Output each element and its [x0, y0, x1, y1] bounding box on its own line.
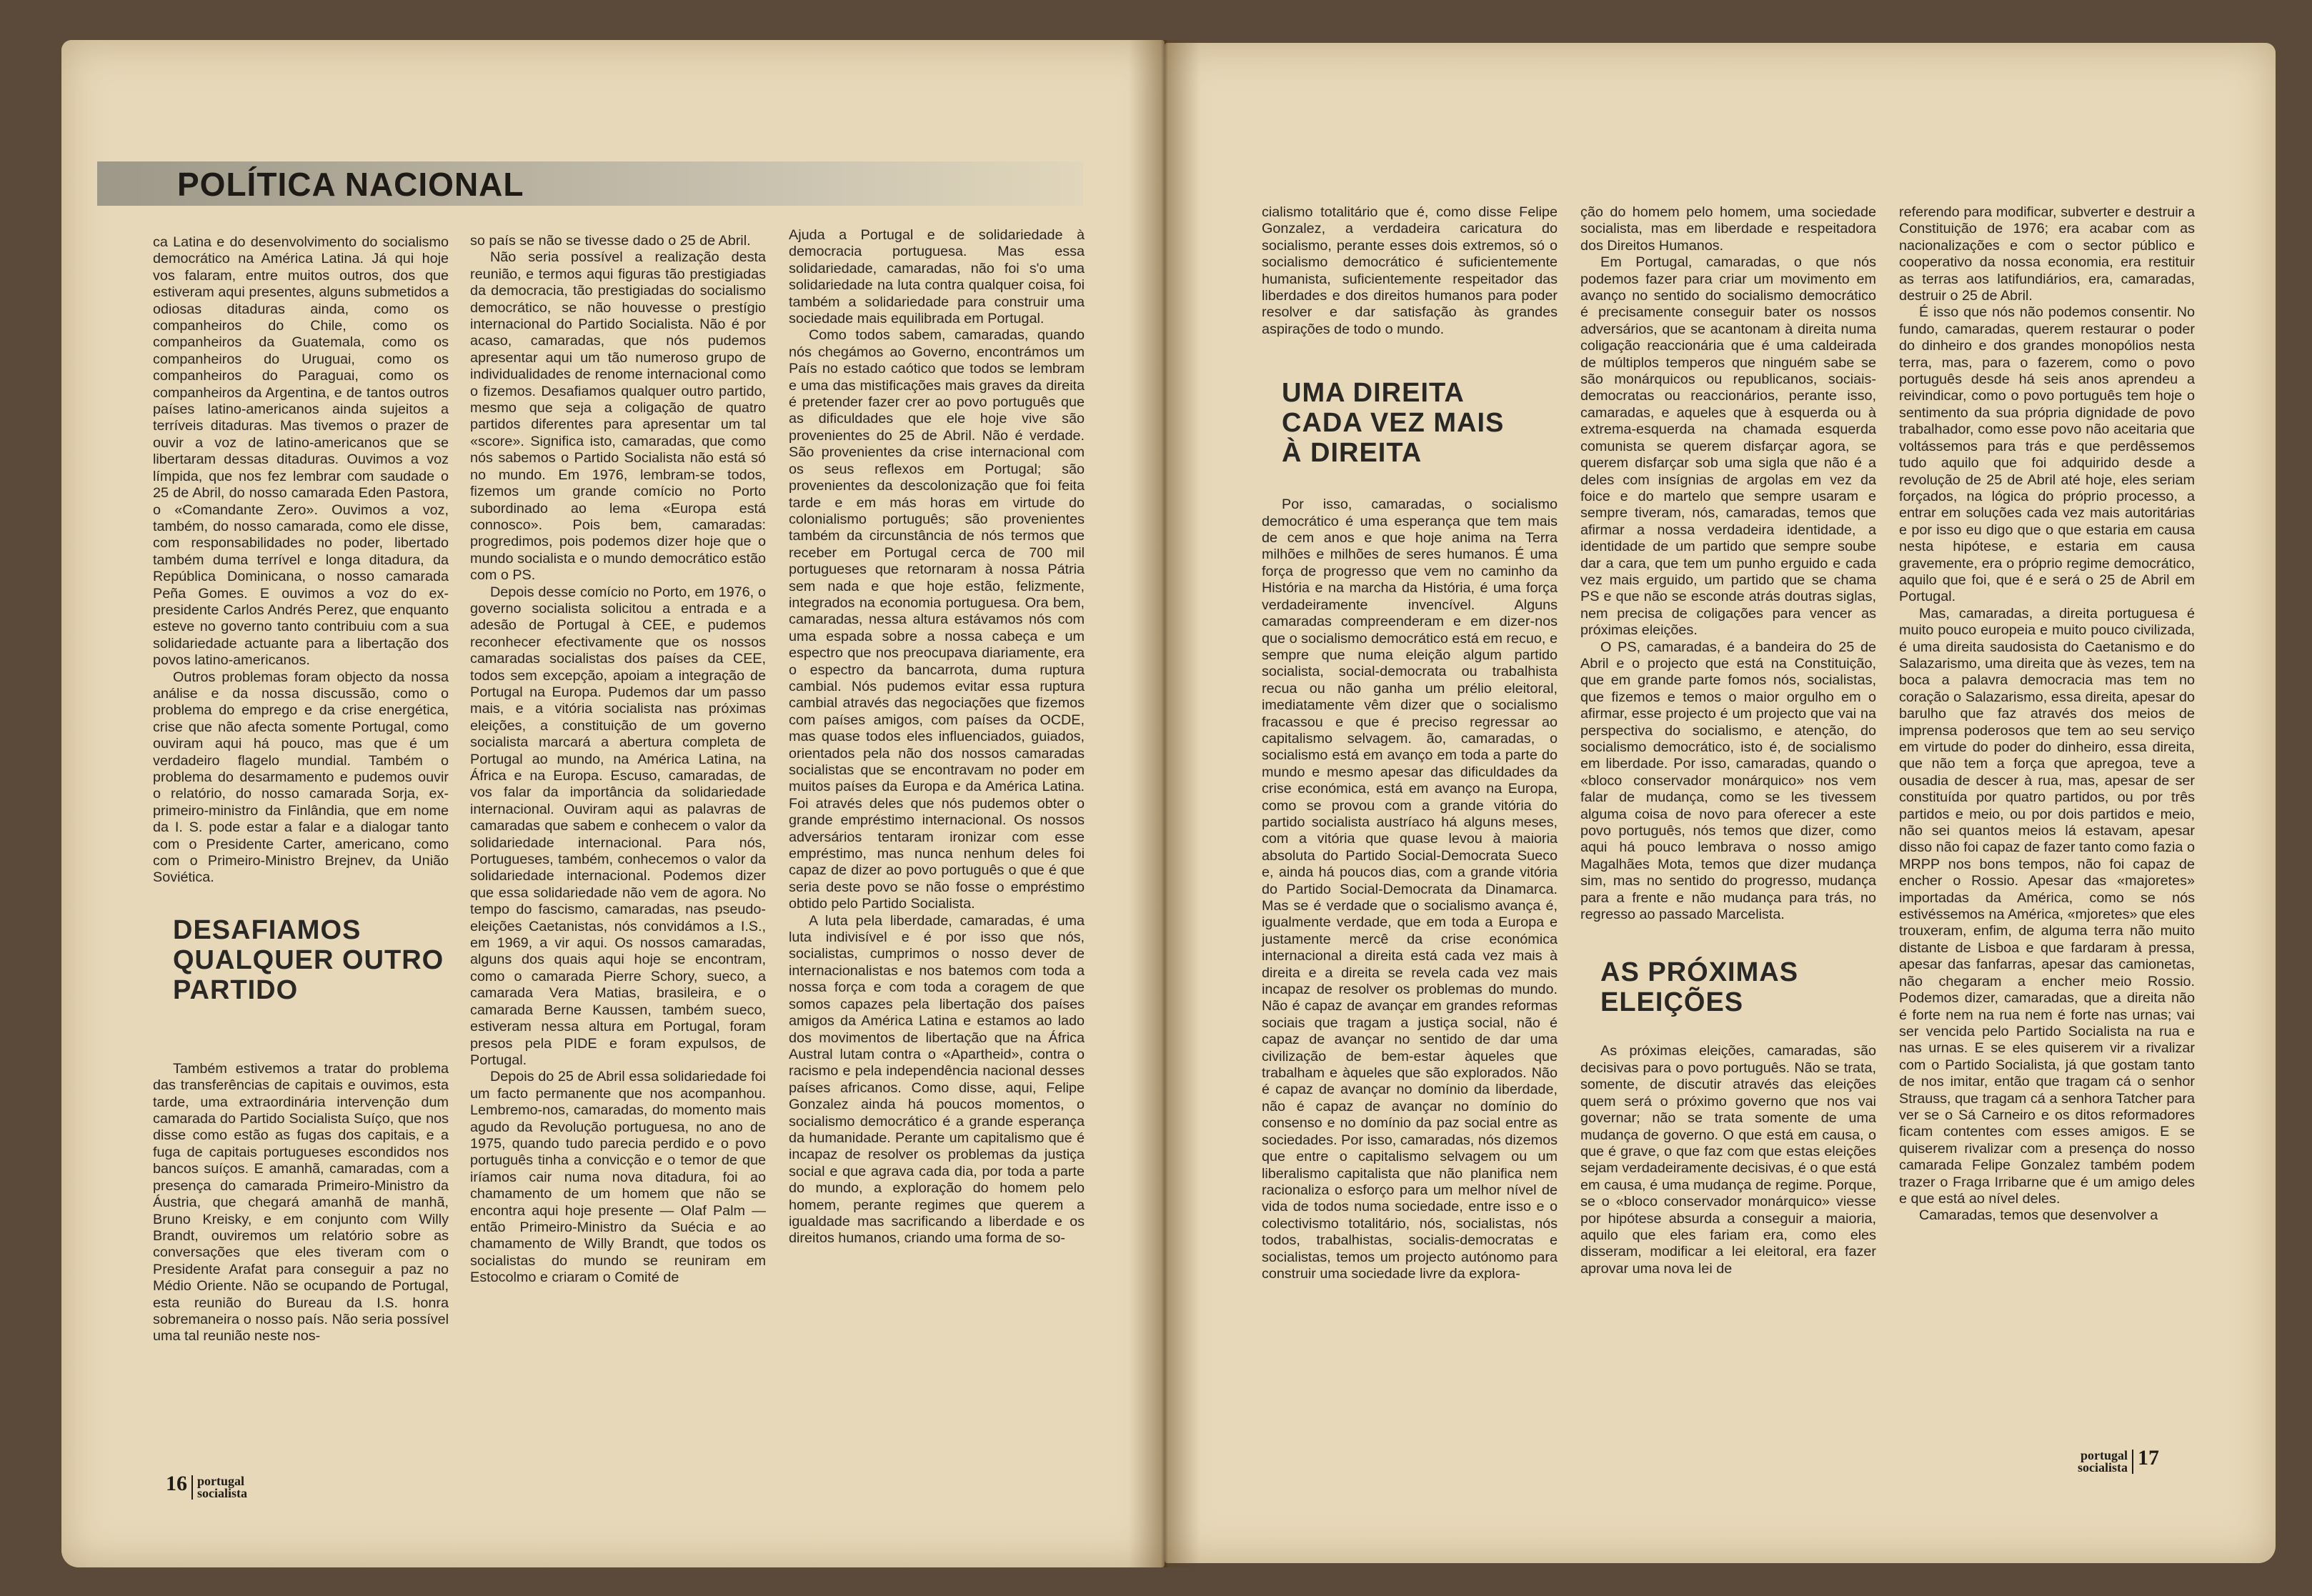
subheading-line: ELEIÇÕES — [1600, 987, 1744, 1018]
article-column-6 — [1899, 204, 2195, 1225]
page-number: 17 — [2138, 1446, 2159, 1470]
paragraph: Também estivemos a tratar do problema das transferências de capitais e ouvimos, esta tarde, uma extraordinária intervenção dum camarada do Partido Socialista Suíço, que nos disse como estão as fugas dos capitais, e a fuga de capitais portugueses escondidos nos bancos suíços. E amanhã, camaradas, com a presença do camarada Primeiro-Ministro da Áustria, que chegará amanhã de manhã, Bruno Kreisky, e em conjunto com Willy Brandt, ouviremos um relatório sobre as conversações que eles tiveram com o Presidente Arafat para conseguir a paz no Médio Oriente. Não se ocupando de Portugal, esta reunião do Bureau da I.S. honra sobremaneira o nosso país. Não seria possível uma tal reunião neste nos- — [153, 1060, 449, 1345]
subheading-line: À DIREITA — [1282, 438, 1422, 469]
folio-rule — [2132, 1450, 2133, 1474]
article-column-4 — [1262, 204, 1558, 1282]
subheading-line: CADA VEZ MAIS — [1282, 408, 1505, 439]
paragraph: Mas, camaradas, a direita portuguesa é muito pouco europeia e muito pouco civilizada, é uma direita saudosista do Caetanismo e do Salazarismo, uma direita que às vezes, tem na boca a palavra democracia mas tem no coração o Salazarismo, essa direita, apesar do barulho que faz através dos meios de imprensa poderosos que tem ao seu serviço em virtude do poder do dinheiro, essa direita, que não tem a força que apregoa, teve a ousadia de descer à rua, mas, apesar de ser constituída por quatro partidos, ou por três partidos e meio, ou por dois partidos e meio, não sei quantos meios lá estavam, apesar disso não foi capaz de fazer tanto como fazia o MRPP nos bons tempos, não foi capaz de encher o Rossio. Apesar das «majoretes» importadas da América, como se nós estivéssemos na América, «mjoretes» que eles trouxeram, enfim, de alguma terra não muito distante de Lisboa e que fardaram à pressa, apesar das fanfarras, apesar das camionetas, não chegaram a encher meio Rossio. Podemos dizer, camaradas, que a direita não é forte nem na rua nem é forte nas urnas; vai ser vencida pelo Partido Socialista na rua e nas urnas. E se eles quiserem vir a rivalizar com o Partido Socialista, já que gostam tanto de nos imitar, então que tragam cá o senhor Strauss, que tragam cá a senhora Tatcher para ver se o Sá Carneiro e os ditos reformadores ficam contentes com esses amigos. E se quiserem rivalizar com a presença do nosso camarada Felipe Gonzalez também podem trazer o Fraga Irribarne que é um amigo deles e que está ao nível deles. — [1899, 605, 2195, 1207]
subheading-line: UMA DIREITA — [1282, 378, 1465, 409]
paragraph: Por isso, camaradas, o socialismo democrático é uma esperança que tem mais de cem anos e que hoje anima na Terra milhões e milhões de seres humanos. É uma força de progresso que vem no caminho da História e na marcha da História, é uma força verdadeiramente invencível. Alguns camaradas compreenderam e em dizer-nos que o socialismo democrático está em recuo, e sempre que numa eleição algum partido socialista, social-democrata ou trabalhista recua ou não ganha um prélio eleitoral, imediatamente vêm dizer que o socialismo fracassou e que é preciso regressar ao capitalismo selvagem. ão, camaradas, o socialismo está em avanço em toda a parte do mundo e mesmo apesar das dificuldades da crise económica, está em avanço na Europa, como se provou com a grande vitória do partido socialista austríaco há alguns meses, com a vitória que quase levou à maioria absoluta do Partido Social-Democrata Sueco e, ainda há poucos dias, com a grande vitória do Partido Social-Democrata da Dinamarca. Mas se é verdade que o socialismo avança é, igualmente verdade, que em toda a Europa e justamente mercê da crise económica internacional a direita está cada vez mais à direita e a direita se revela cada vez mais incapaz de resolver os problemas do mundo. Não é capaz de avançar em grandes reformas sociais que tragam a justiça social, não é capaz de avançar no sentido de dar uma civilização de bem-estar àqueles que trabalham e àqueles que são explorados. Não é capaz de avançar no domínio da liberdade, não é capaz de avançar no domínio do consenso e no domínio da paz social entre as sociedades. Por isso, camaradas, nós dizemos que entre o capitalismo selvagem ou um liberalismo capitalista que não planifica nem racionaliza o esforço para um melhor nível de vida de todos numa sociedade, entre isso e o colectivismo totalitário, nós, socialistas, nós todos, trabalhistas, socialis-democratas e socialistas, temos um projecto autónomo para construir uma sociedade livre da explora- — [1262, 497, 1558, 1282]
paragraph: cialismo totalitário que é, como disse Felipe Gonzalez, a verdadeira caricatura do socialismo, perante esses dois extremos, só o socialismo democrático é suficientemente humanista, suficientemente respeitador das liberdades e dos direitos humanos para poder resolver e dar satisfação às grandes aspirações de todo o mundo. — [1262, 204, 1558, 337]
paragraph: Outros problemas foram objecto da nossa análise e da nossa discussão, como o problema do emprego e da crise energética, crise que não afecta somente Portugal, como ouviram aqui há pouco, mas que é um verdadeiro flagelo mundial. Também o problema do desarmamento e pudemos ouvir o relatório, do nosso camarada Sorja, ex-primeiro-ministro da Finlândia, que em nome da I. S. pode estar a falar e a dialogar tanto com o Presidente Carter, americano, como com o Primeiro-Ministro Brejnev, da União Soviética. — [153, 669, 449, 886]
subheading-line: PARTIDO — [173, 974, 299, 1005]
paragraph: As próximas eleições, camaradas, são decisivas para o povo português. Não se trata, somente, de discutir através das eleições quem será o próximo governo que nos vai governar; não se trata somente de uma mudança de governo. O que está em causa, o que é grave, o que faz com que estas eleições sejam verdadeiramente decisivas, é o que está em causa, é uma mudança de regime. Porque, se o «bloco conservador monárquico» viesse por hipótese absurda a conseguir a maioria, aquilo que eles fariam era, como eles disseram, modificar a lei eleitoral, era fazer aprovar uma nova lei de — [1580, 1043, 1876, 1277]
page-number: 16 — [166, 1472, 187, 1495]
paragraph: É isso que nós não podemos consentir. No fundo, camaradas, querem restaurar o poder do dinheiro e dos grandes monopólios nesta terra, mas, para o fazerem, como o povo português desde há seis anos aprendeu a reivindicar, como o povo português tem hoje o sentimento da sua própria dignidade de povo trabalhador, como esse povo não aceitaria que voltássemos para trás e que perdêssemos tudo aquilo que foi adquirido desde a revolução de 25 de Abril até hoje, eles seriam forçados, na lógica do próprio processo, a entrar em soluções cada vez mais autoritárias e por isso eu digo que o que estaria em causa nesta hipótese, e estaria em causa gravemente, era o próprio regime democrático, aquilo que foi, que é e será o 25 de Abril em Portugal. — [1899, 304, 2195, 605]
article-column-3 — [789, 227, 1085, 1247]
paragraph: ca Latina e do desenvolvimento do socialismo democrático na América Latina. Já qui hoje vos falaram, entre muitos outros, dos que estiveram aqui presentes, alguns submetidos a odiosas ditaduras ainda, como os companheiros do Chile, como os companheiros da Guatemala, como os companheiros do Uruguai, como os companheiros do Paraguai, como os companheiros da Argentina, e de tantos outros países latino-americanos ainda sujeitos a terríveis ditaduras. Mas tivemos o prazer de ouvir a voz de latino-americanos que se libertaram dessas ditaduras. Ouvimos a voz límpida, que nos fez lembrar com saudade o 25 de Abril, do nosso camarada Eden Pastora, o «Comandante Zero». Ouvimos a voz, também, do nosso camarada, como ele disse, com responsabilidades no poder, libertado também duma terrível e longa ditadura, da República Dominicana, o nosso camarada Peña Gomes. E ouvimos a voz do ex-presidente Carlos Andrés Perez, que enquanto esteve no governo tanto contribuiu com a sua solidariedade actuante para a libertação dos povos latino-americanos. — [153, 234, 449, 669]
article-column-2 — [470, 233, 766, 1287]
article-column-1 — [153, 234, 449, 1345]
subheading-line: DESAFIAMOS — [173, 914, 362, 945]
page-folio-right — [2078, 1446, 2159, 1474]
article-column-5 — [1580, 204, 1876, 1277]
paragraph: A luta pela liberdade, camaradas, é uma luta indivisível e é por isso que nós, socialistas, cumprimos o nosso dever de internacionalistas e nos batemos com toda a nossa força e com toda a coragem de que somos capazes pela libertação dos países amigos da América Latina e estamos ao lado dos movimentos de libertação que na África Austral lutam contra o «Apartheid», contra o racismo e pela independência nacional desses países africanos. Como disse, aqui, Felipe Gonzalez ainda há poucos momentos, o socialismo democrático é a grande esperança da humanidade. Perante um capitalismo que é incapaz de resolver os problemas da justiça social e que agrava cada dia, por toda a parte do mundo, a exploração do homem pelo homem, perante regimes que querem a igualdade mas sacrificando a liberdade e os direitos humanos, criando uma forma de so- — [789, 912, 1085, 1247]
paragraph: so país se não se tivesse dado o 25 de Abril. — [470, 233, 751, 249]
magazine-logo: portugal socialista — [197, 1474, 247, 1501]
paragraph: O PS, camaradas, é a bandeira do 25 de Abril e o projecto que está na Constituição, que em grande parte fomos nós, socialistas, que fizemos e temos o maior orgulho em o afirmar, esse projecto é um projecto que vai na perspectiva do socialismo, e atenção, do socialismo democrático, isto é, de socialismo em liberdade. Por isso, camaradas, quando o «bloco conservador monárquico» nos vem falar de mudança, como se les tivessem alguma coisa de novo para oferecer a este povo português, nós temos que dizer, como aqui há pouco lembrava o nosso amigo Magalhães Mota, temos que dizer mudança sim, mas no sentido do progresso, mudança para a frente e não mudança para trás, no regresso ao passado Marcelista. — [1580, 639, 1876, 923]
section-title: POLÍTICA NACIONAL — [177, 166, 524, 203]
paragraph: Em Portugal, camaradas, o que nós podemos fazer para criar um movimento em avanço no sentido do socialismo democrático é precisamente conseguir bater os nossos adversários, que se acantonam à direita numa coligação reaccionária que é uma caldeirada de múltiplos temperos que ninguém sabe se são monárquicos ou republicanos, sociais-democratas ou reaccionários, perante isso, camaradas, e aqueles que à esquerda ou à extrema-esquerda na chamada esquerda comunista se querem disfarçar agora, se querem disfarçar sob uma sigla que não é a deles com insígnias de argolas em vez da foice e do martelo que sempre usaram e sempre tiveram, nós, camaradas, temos que afirmar a nossa verdadeira identidade, a identidade de um partido que sempre soube dar a cara, que tem um punho erguido e cada vez mais erguido, um partido que se chama PS e que não se esconde atrás doutras siglas, nem precisa de coligações para vencer as próximas eleições. — [1580, 254, 1876, 639]
subheading-line: QUALQUER OUTRO — [173, 944, 444, 975]
paragraph: Depois desse comício no Porto, em 1976, o governo socialista solicitou a entrada e a adesão de Portugal à CEE, e pudemos reconhecer efectivamente que os nossos camaradas socialistas dos países da CEE, todos sem excepção, apoiam a integração de Portugal na Europa. Pudemos dar um passo mais, e a vitória socialista nas próximas eleições, a constituição de um governo socialista marcará a abertura completa de Portugal ao mundo, na América Latina, na África e na Europa. Escuso, camaradas, de vos falar da importância da solidariedade internacional. Ouviram aqui as palavras de camaradas que sabem e conhecem o valor da solidariedade internacional. Para nós, Portugueses, também, conhecemos o valor da solidariedade internacional. Podemos dizer que essa solidariedade não vem de agora. No tempo do fascismo, camaradas, nas pseudo-eleições Caetanistas, nós convidámos a I.S., em 1969, a vir aqui. Os nossos camaradas, alguns dos quais aqui hoje se encontram, como o camarada Pierre Schory, sueco, a camarada Vera Matias, brasileira, e o camarada Berne Kaussen, também sueco, estiveram nessa altura em Portugal, foram presos pela PIDE e foram expulsos, de Portugal. — [470, 584, 766, 1068]
subheading — [1580, 957, 1876, 1017]
paragraph: Ajuda a Portugal e de solidariedade à democracia portuguesa. Mas essa solidariedade, camaradas, não foi s'o uma solidariedade na luta contra qualquer coisa, foi também a solidariedade para construir uma sociedade mais equilibrada em Portugal. — [789, 227, 1085, 327]
paragraph: Camaradas, temos que desenvolver a — [1919, 1207, 2158, 1224]
subheading — [1262, 378, 1558, 468]
paragraph: ção do homem pelo homem, uma sociedade socialista, mas em liberdade e respeitadora dos Direitos Humanos. — [1580, 204, 1876, 254]
folio-rule — [191, 1475, 193, 1500]
subheading — [153, 915, 449, 1005]
paragraph: Depois do 25 de Abril essa solidariedade foi um facto permanente que nos acompanhou. Lembremo-nos, camaradas, do momento mais agudo da Revolução portuguesa, no ano de 1975, quando tudo parecia perdido e o povo português tinha a convicção e o temor de que iríamos cair numa nova ditadura, foi ao chamamento de um homem que não se encontra aqui hoje presente — Olaf Palm — então Primeiro-Ministro da Suécia e ao chamamento de Willy Brandt, que todos os socialistas do mundo se reuniram em Estocolmo e criaram o Comité de — [470, 1069, 766, 1286]
paragraph: Não seria possível a realização desta reunião, e termos aqui figuras tão prestigiadas da democracia, tão prestigiadas do socialismo democrático, se não houvesse o prestígio internacional do Partido Socialista. Não é por acaso, camaradas, que nós pudemos apresentar aqui um tão numeroso grupo de individualidades de renome internacional como o fizemos. Desafiamos qualquer outro partido, mesmo que seja a coligação de quatro partidos diferentes para apresentar um tal «score». Significa isto, camaradas, que como nós sabemos o Partido Socialista não está só no mundo. Em 1976, lembram-se todos, fizemos um grande comício no Porto subordinado ao lema «Europa está connosco». Pois bem, camaradas: progredimos, pois podemos dizer hoje que o mundo socialista e o mundo democrático estão com o PS. — [470, 249, 766, 584]
paragraph: Como todos sabem, camaradas, quando nós chegámos ao Governo, encontrámos um País no estado caótico que todos se lembram e uma das mistificações mais graves da direita é pretender fazer crer ao povo português que as dificuldades que ele hoje vive são provenientes do 25 de Abril. Não é verdade. São provenientes da crise internacional com os seus reflexos em Portugal; são provenientes da descolonização que foi feita tarde e em más horas em virtude do colonialismo português; são provenientes também da circunstância de nós termos que receber em Portugal cerca de 700 mil portugueses que retornaram à nossa Pátria sem nada e que hoje estão, felizmente, integrados na economia portuguesa. Ora bem, camaradas, nessa altura estávamos nós com uma espada sobre a nossa cabeça e um espectro que nos preocupava diariamente, era o espectro da bancarrota, duma ruptura cambial. Nós pudemos evitar essa ruptura cambial através das negociações que fizemos com países amigos, com países da OCDE, mas quase todos eles influenciados, guiados, orientados pela não dos nossos camaradas socialistas que se encontravam no poder em muitos países da Europa e da América Latina. Foi através deles que nós pudemos obter o grande empréstimo internacional. Os nossos adversários tentaram ironizar com esse empréstimo, mas nunca nenhum deles foi capaz de dizer ao povo português o que é que seria deste povo se não fosse o empréstimo obtido pelo Partido Socialista. — [789, 327, 1085, 912]
page-folio-left — [166, 1472, 247, 1500]
magazine-logo: portugal socialista — [2078, 1448, 2128, 1475]
subheading-line: AS PRÓXIMAS — [1600, 957, 1799, 988]
paragraph: referendo para modificar, subverter e destruir a Constituição de 1976; era acabar com as nacionalizações e com o sector público e cooperativo da nossa economia, era restituir as terras aos latifundiários, era, camaradas, destruir o 25 de Abril. — [1899, 204, 2195, 304]
